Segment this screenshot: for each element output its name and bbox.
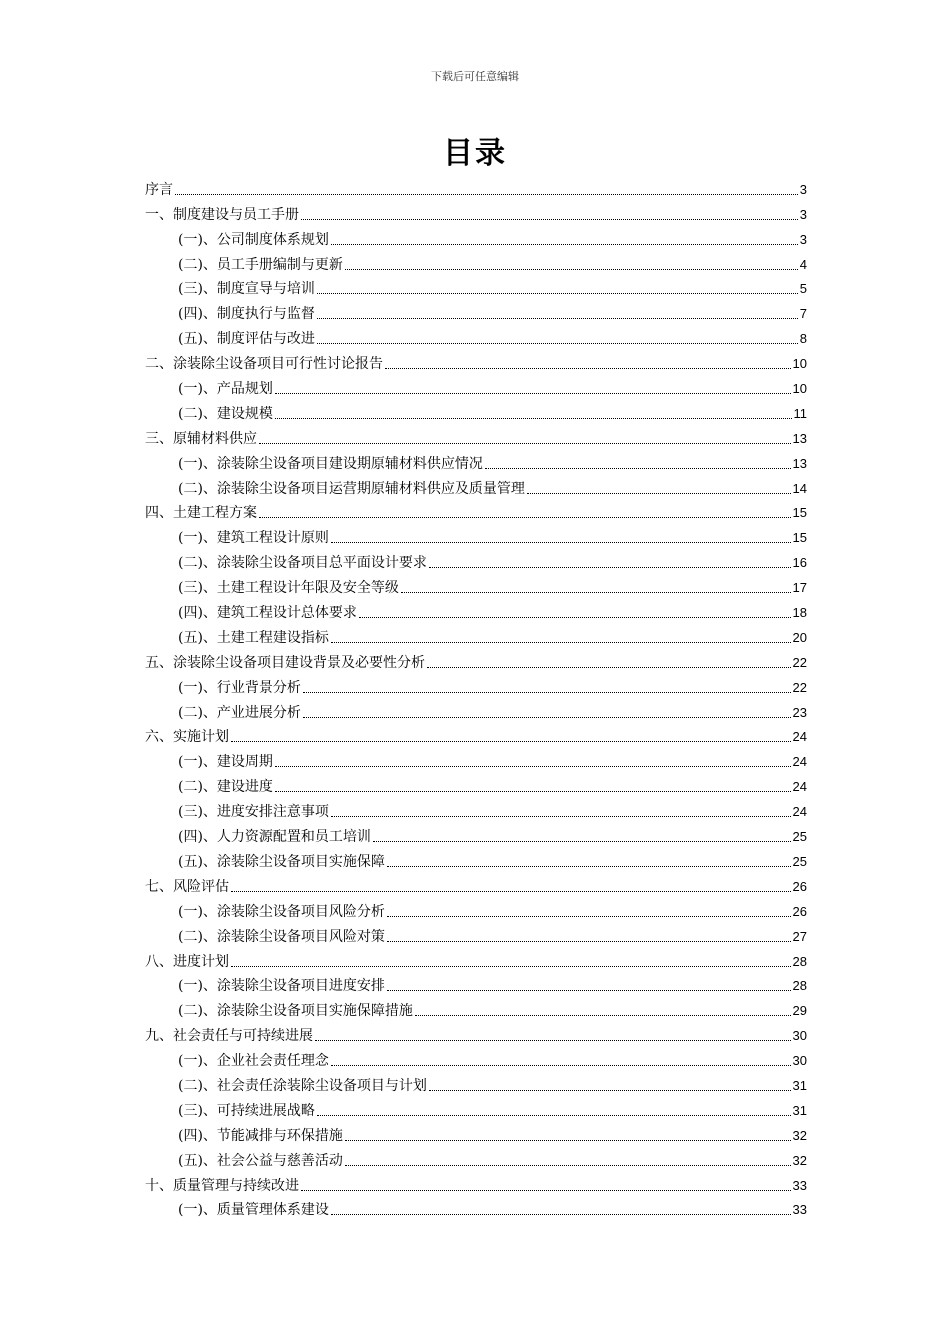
toc-dot-leader (387, 941, 791, 942)
toc-entry-label: (四)、建筑工程设计总体要求 (178, 605, 357, 622)
toc-entry-page: 18 (792, 605, 807, 621)
toc-entry-page: 10 (792, 381, 807, 397)
toc-entry[interactable] (145, 995, 807, 1020)
toc-entry[interactable] (145, 597, 807, 622)
toc-dot-leader (317, 318, 798, 319)
toc-dot-leader (303, 717, 791, 718)
toc-entry-label: (一)、涂装除尘设备项目建设期原辅材料供应情况 (178, 455, 483, 472)
toc-entry-page: 24 (792, 754, 807, 770)
toc-entry-label: 二、涂装除尘设备项目可行性讨论报告 (145, 356, 383, 373)
toc-entry[interactable] (145, 572, 807, 597)
toc-entry-label: (二)、产业进展分析 (178, 704, 301, 721)
toc-entry-page: 26 (792, 903, 807, 919)
toc-entry[interactable] (145, 821, 807, 846)
toc-dot-leader (385, 368, 791, 369)
toc-entry-label: 六、实施计划 (145, 729, 229, 746)
toc-entry-page: 8 (799, 331, 807, 347)
toc-dot-leader (231, 966, 791, 967)
toc-entry-label: 七、风险评估 (145, 878, 229, 895)
toc-entry-page: 11 (793, 405, 807, 421)
toc-entry-page: 25 (792, 829, 807, 845)
toc-entry[interactable] (145, 224, 807, 249)
toc-dot-leader (485, 468, 791, 469)
toc-entry-label: (二)、涂装除尘设备项目运营期原辅材料供应及质量管理 (178, 480, 525, 497)
toc-entry[interactable] (145, 722, 807, 747)
toc-entry-label: (三)、土建工程设计年限及安全等级 (178, 580, 399, 597)
toc-entry-page: 33 (792, 1202, 807, 1218)
toc-entry-label: (一)、公司制度体系规划 (178, 231, 329, 248)
toc-entry-page: 27 (792, 928, 807, 944)
toc-dot-leader (387, 866, 791, 867)
toc-entry-page: 14 (792, 480, 807, 496)
toc-dot-leader (331, 542, 791, 543)
toc-dot-leader (275, 418, 792, 419)
toc-entry-label: (五)、土建工程建设指标 (178, 629, 329, 646)
toc-entry[interactable] (145, 971, 807, 996)
toc-entry[interactable] (145, 1045, 807, 1070)
toc-entry-page: 25 (792, 853, 807, 869)
toc-dot-leader (429, 567, 791, 568)
toc-entry-label: (一)、质量管理体系建设 (178, 1202, 329, 1219)
toc-entry-page: 24 (792, 804, 807, 820)
toc-entry-label: 四、土建工程方案 (145, 505, 257, 522)
toc-entry[interactable] (145, 796, 807, 821)
toc-entry-page: 3 (799, 206, 807, 222)
toc-entry-label: (一)、建筑工程设计原则 (178, 530, 329, 547)
toc-entry[interactable] (145, 498, 807, 523)
toc-entry-page: 3 (799, 181, 807, 197)
toc-entry-label: 十、质量管理与持续改进 (145, 1177, 299, 1194)
toc-dot-leader (331, 642, 791, 643)
toc-entry-label: (二)、建设进度 (178, 779, 273, 796)
toc-entry[interactable] (145, 896, 807, 921)
toc-entry[interactable] (145, 846, 807, 871)
toc-dot-leader (317, 1115, 791, 1116)
toc-dot-leader (429, 1090, 791, 1091)
toc-dot-leader (345, 1165, 791, 1166)
toc-dot-leader (527, 493, 791, 494)
toc-entry-page: 7 (799, 306, 807, 322)
toc-entry[interactable] (145, 1095, 807, 1120)
toc-entry-page: 22 (792, 679, 807, 695)
toc-entry-label: (三)、制度宣导与培训 (178, 281, 315, 298)
toc-dot-leader (401, 592, 791, 593)
toc-entry[interactable] (145, 199, 807, 224)
toc-entry[interactable] (145, 647, 807, 672)
toc-entry[interactable] (145, 448, 807, 473)
toc-dot-leader (275, 791, 791, 792)
toc-dot-leader (345, 1140, 791, 1141)
toc-dot-leader (303, 692, 791, 693)
toc-entry-label: 三、原辅材料供应 (145, 430, 257, 447)
toc-dot-leader (275, 393, 791, 394)
toc-entry[interactable] (145, 398, 807, 423)
toc-dot-leader (331, 1065, 791, 1066)
toc-entry[interactable] (145, 249, 807, 274)
toc-entry[interactable] (145, 174, 807, 199)
toc-entry-label: 九、社会责任与可持续进展 (145, 1028, 313, 1045)
toc-dot-leader (301, 219, 798, 220)
toc-entry-page: 31 (792, 1077, 807, 1093)
toc-dot-leader (231, 741, 791, 742)
toc-entry-page: 24 (792, 729, 807, 745)
toc-dot-leader (387, 916, 791, 917)
toc-entry-label: (一)、建设周期 (178, 754, 273, 771)
toc-entry[interactable] (145, 746, 807, 771)
toc-entry-label: (四)、节能减排与环保措施 (178, 1127, 343, 1144)
toc-dot-leader (317, 293, 798, 294)
toc-entry-page: 10 (792, 356, 807, 372)
toc-dot-leader (175, 194, 798, 195)
toc-entry[interactable] (145, 771, 807, 796)
toc-entry[interactable] (145, 1120, 807, 1145)
toc-entry-label: (二)、涂装除尘设备项目风险对策 (178, 928, 385, 945)
toc-entry[interactable] (145, 1170, 807, 1195)
toc-entry-page: 20 (792, 629, 807, 645)
toc-entry-label: (二)、涂装除尘设备项目总平面设计要求 (178, 555, 427, 572)
toc-entry-label: 序言 (145, 181, 173, 198)
toc-entry-label: (一)、涂装除尘设备项目风险分析 (178, 903, 385, 920)
toc-entry-page: 28 (792, 978, 807, 994)
toc-dot-leader (301, 1190, 791, 1191)
toc-entry[interactable] (145, 298, 807, 323)
toc-entry[interactable] (145, 1195, 807, 1220)
toc-entry[interactable] (145, 871, 807, 896)
toc-entry[interactable] (145, 323, 807, 348)
toc-entry-label: (五)、涂装除尘设备项目实施保障 (178, 853, 385, 870)
toc-entry-page: 16 (792, 555, 807, 571)
toc-dot-leader (415, 1015, 791, 1016)
toc-entry-page: 32 (792, 1152, 807, 1168)
toc-dot-leader (331, 1214, 791, 1215)
toc-entry-page: 15 (792, 530, 807, 546)
toc-entry-page: 32 (792, 1127, 807, 1143)
toc-dot-leader (427, 667, 791, 668)
toc-entry-page: 5 (799, 281, 807, 297)
toc-entry[interactable] (145, 473, 807, 498)
toc-entry-label: (一)、涂装除尘设备项目进度安排 (178, 978, 385, 995)
toc-title: 目录 (443, 136, 507, 171)
toc-entry[interactable] (145, 522, 807, 547)
toc-entry[interactable] (145, 1145, 807, 1170)
toc-entry-page: 28 (792, 953, 807, 969)
toc-entry[interactable] (145, 274, 807, 299)
toc-entry-page: 29 (792, 1003, 807, 1019)
toc-entry-page: 31 (792, 1102, 807, 1118)
toc-entry-label: 一、制度建设与员工手册 (145, 206, 299, 223)
toc-entry[interactable] (145, 423, 807, 448)
toc-entry-label: (二)、建设规模 (178, 405, 273, 422)
toc-entry-page: 3 (799, 231, 807, 247)
toc-entry-label: (五)、社会公益与慈善活动 (178, 1152, 343, 1169)
toc-entry[interactable] (145, 1070, 807, 1095)
header-note: 下载后可任意编辑 (431, 70, 519, 83)
toc-entry[interactable] (145, 672, 807, 697)
toc-entry-label: (三)、可持续进展战略 (178, 1102, 315, 1119)
toc-entry-page: 30 (792, 1028, 807, 1044)
toc-entry[interactable] (145, 1020, 807, 1045)
toc-entry[interactable] (145, 622, 807, 647)
toc-list (145, 174, 807, 1219)
toc-entry-page: 22 (792, 654, 807, 670)
toc-entry-label: (一)、产品规划 (178, 381, 273, 398)
toc-entry-page: 13 (792, 430, 807, 446)
toc-entry-label: (三)、进度安排注意事项 (178, 804, 329, 821)
toc-dot-leader (315, 1040, 791, 1041)
toc-entry-page: 23 (792, 704, 807, 720)
toc-entry[interactable] (145, 547, 807, 572)
toc-dot-leader (331, 244, 798, 245)
toc-dot-leader (231, 891, 791, 892)
toc-entry-label: (二)、涂装除尘设备项目实施保障措施 (178, 1003, 413, 1020)
toc-dot-leader (345, 269, 798, 270)
toc-entry-label: 八、进度计划 (145, 953, 229, 970)
toc-entry-page: 33 (792, 1177, 807, 1193)
toc-dot-leader (259, 443, 791, 444)
toc-dot-leader (359, 617, 791, 618)
toc-entry-label: (五)、制度评估与改进 (178, 331, 315, 348)
toc-entry-label: (四)、人力资源配置和员工培训 (178, 829, 371, 846)
toc-entry-label: (一)、企业社会责任理念 (178, 1053, 329, 1070)
toc-dot-leader (373, 841, 791, 842)
toc-dot-leader (317, 343, 798, 344)
toc-entry-page: 15 (792, 505, 807, 521)
toc-entry[interactable] (145, 946, 807, 971)
toc-dot-leader (387, 990, 791, 991)
toc-entry-page: 26 (792, 878, 807, 894)
toc-entry-page: 24 (792, 779, 807, 795)
toc-entry-label: (四)、制度执行与监督 (178, 306, 315, 323)
toc-entry-label: (一)、行业背景分析 (178, 679, 301, 696)
toc-entry-label: (二)、员工手册编制与更新 (178, 256, 343, 273)
toc-entry[interactable] (145, 697, 807, 722)
toc-entry[interactable] (145, 921, 807, 946)
toc-entry[interactable] (145, 348, 807, 373)
toc-entry-page: 4 (799, 256, 807, 272)
toc-dot-leader (331, 816, 791, 817)
toc-entry-page: 13 (792, 455, 807, 471)
toc-entry-page: 30 (792, 1053, 807, 1069)
toc-entry-label: (二)、社会责任涂装除尘设备项目与计划 (178, 1077, 427, 1094)
toc-entry-label: 五、涂装除尘设备项目建设背景及必要性分析 (145, 654, 425, 671)
toc-dot-leader (259, 517, 791, 518)
toc-entry-page: 17 (792, 580, 807, 596)
toc-dot-leader (275, 766, 791, 767)
toc-entry[interactable] (145, 373, 807, 398)
